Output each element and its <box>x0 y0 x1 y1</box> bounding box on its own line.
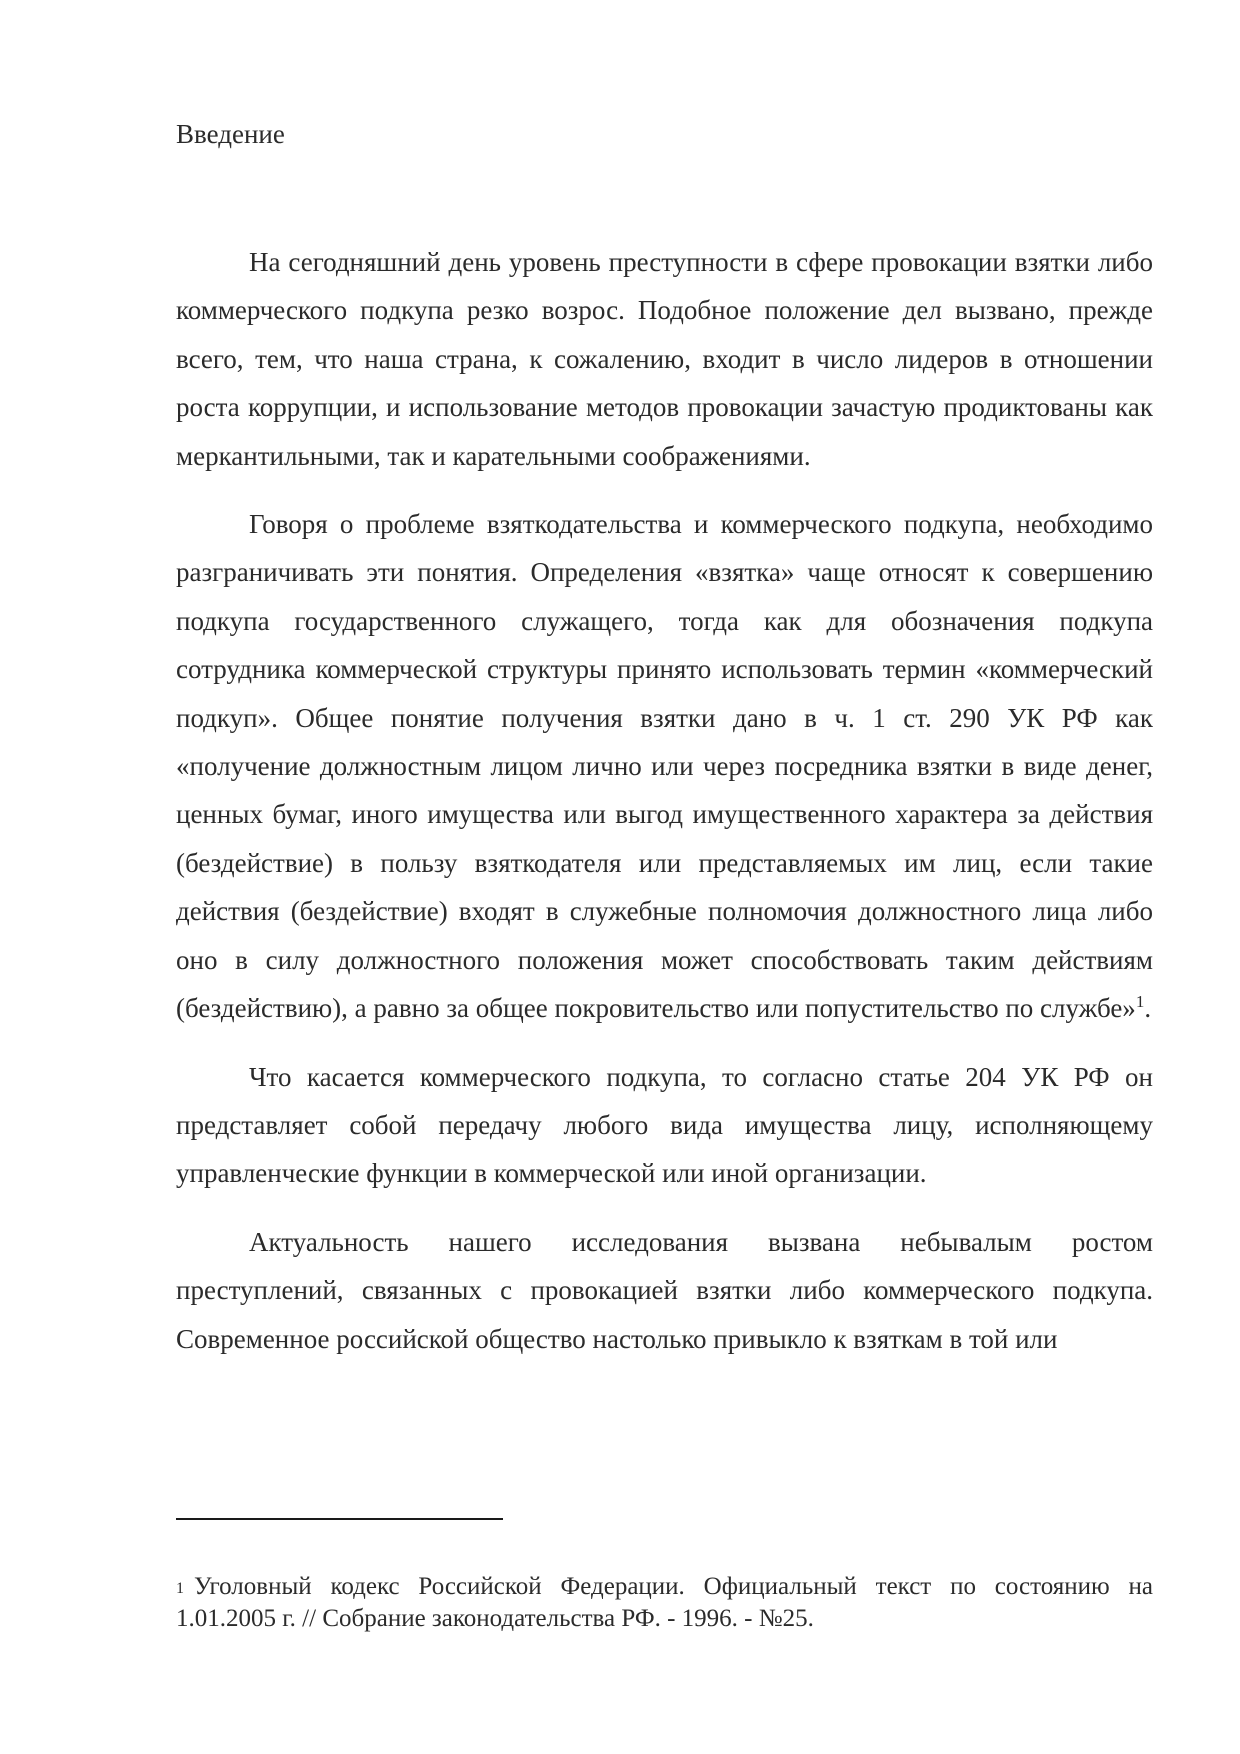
paragraph-2-text: Говоря о проблеме взяткодательства и коммерческого подкупа, необходимо разграничивать эти понятия. Определения «взятка» чаще относят к совершению подкупа государственного служащего, тогда как для обозначения подкупа сотрудника коммерческой структуры принято использовать термин «коммерческий подкуп». Общее понятие получения взятки дано в ч. 1 ст. 290 УК РФ как «получение должностным лицом лично или через посредника взятки в виде денег, ценных бумаг, иного имущества или выгод имущественного характера за действия (бездействие) в пользу взяткодателя или представляемых им лиц, если такие действия (бездействие) входят в служебные полномочия должностного лица либо оно в силу должностного положения может способствовать таким действиям (бездействию), а равно за общее покровительство или попустительство по службе» <box>176 509 1153 1024</box>
footnote-mark: 1 <box>176 1580 184 1597</box>
paragraph-3-text: Что касается коммерческого подкупа, то согласно статье 204 УК РФ он представляет собой передачу любого вида имущества лицу, исполняющему управленческие функции в коммерческой или иной организации. <box>176 1061 1153 1189</box>
footnote-text: Уголовный кодекс Российской Федерации. Официальный текст по состоянию на 1.01.2005 г. // Собрание законодательства РФ. - 1996. - №25. <box>176 1573 1153 1632</box>
footnote-reference-trail: . <box>1144 993 1152 1024</box>
footnote-reference[interactable]: 1 <box>1135 992 1145 1012</box>
paragraph-4 <box>176 1218 1153 1363</box>
body-text <box>176 238 1153 1363</box>
footnote-divider <box>176 1518 503 1520</box>
paragraph-2 <box>176 500 1153 1032</box>
section-heading: Введение <box>176 119 285 149</box>
paragraph-3 <box>176 1053 1153 1198</box>
paragraph-1 <box>176 238 1153 480</box>
paragraph-4-text: Актуальность нашего исследования вызвана небывалым ростом преступлений, связанных с провокацией взятки либо коммерческого подкупа. Современное российской общество настолько привыкло к взяткам в той или <box>176 1226 1153 1354</box>
paragraph-1-text: На сегодняшний день уровень преступности в сфере провокации взятки либо коммерческого подкупа резко возрос. Подобное положение дел вызвано, прежде всего, тем, что наша страна, к сожалению, входит в число лидеров в отношении роста коррупции, и использование методов провокации зачастую продиктованы как меркантильными, так и карательными соображениями. <box>176 247 1153 471</box>
footnote <box>176 1571 1153 1635</box>
